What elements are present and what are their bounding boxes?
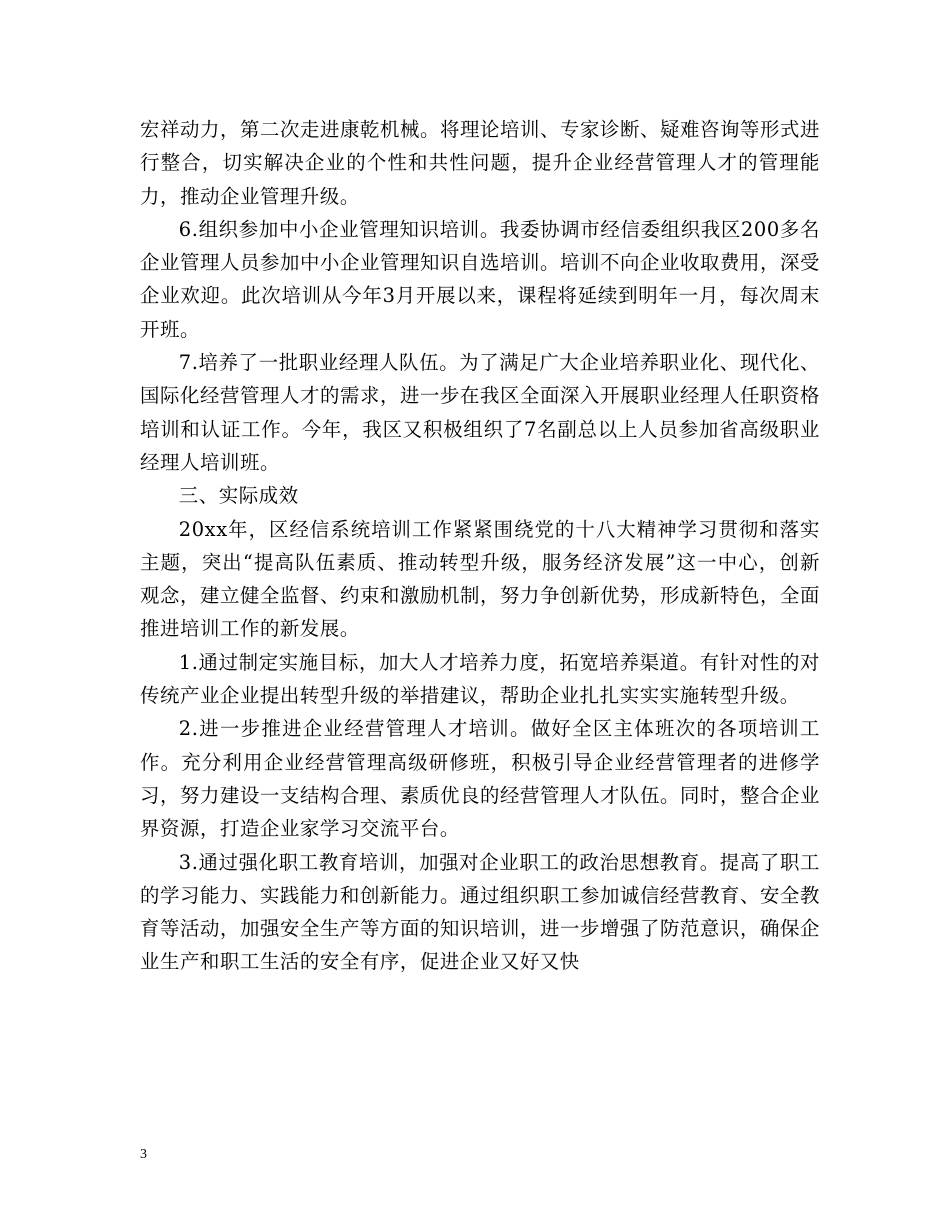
- paragraph-result-1: 1.通过制定实施目标，加大人才培养力度，拓宽培养渠道。有针对性的对传统产业企业提出转型升级的举措建议，帮助企业扎扎实实实施转型升级。: [140, 650, 820, 708]
- paragraph-result-3: 3.通过强化职工教育培训，加强对企业职工的政治思想教育。提高了职工的学习能力、实践能力和创新能力。通过组织职工参加诚信经营教育、安全教育等活动，加强安全生产等方面的知识培训，进一步增强了防范意识，确保企业生产和职工生活的安全有序，促进企业又好又快: [140, 850, 820, 974]
- paragraph-continuation: 宏祥动力，第二次走进康乾机械。将理论培训、专家诊断、疑难咨询等形式进行整合，切实解决企业的个性和共性问题，提升企业经营管理人才的管理能力，推动企业管理升级。: [140, 118, 820, 208]
- section-heading-3: 三、实际成效: [178, 484, 299, 508]
- paragraph-summary: 20xx年，区经信系统培训工作紧紧围绕党的十八大精神学习贯彻和落实主题，突出“提高队伍素质、推动转型升级，服务经济发展”这一中心，创新观念，建立健全监督、约束和激励机制，努力争创新优势，形成新特色，全面推进培训工作的新发展。: [140, 517, 820, 641]
- page-number: 3: [140, 1147, 147, 1162]
- document-body: [140, 113, 820, 979]
- paragraph-result-2: 2.进一步推进企业经营管理人才培训。做好全区主体班次的各项培训工作。充分利用企业经营管理高级研修班，积极引导企业经营管理者的进修学习，努力建设一支结构合理、素质优良的经营管理人才队伍。同时，整合企业界资源，打造企业家学习交流平台。: [140, 717, 820, 841]
- paragraph-item-7: 7.培养了一批职业经理人队伍。为了满足广大企业培养职业化、现代化、国际化经营管理人才的需求，进一步在我区全面深入开展职业经理人任职资格培训和认证工作。今年，我区又积极组织了7名副总以上人员参加省高级职业经理人培训班。: [140, 351, 820, 474]
- paragraph-item-6: 6.组织参加中小企业管理知识培训。我委协调市经信委组织我区200多名企业管理人员参加中小企业管理知识自选培训。培训不向企业收取费用，深受企业欢迎。此次培训从今年3月开展以来，课程将延续到明年一月，每次周末开班。: [140, 217, 820, 341]
